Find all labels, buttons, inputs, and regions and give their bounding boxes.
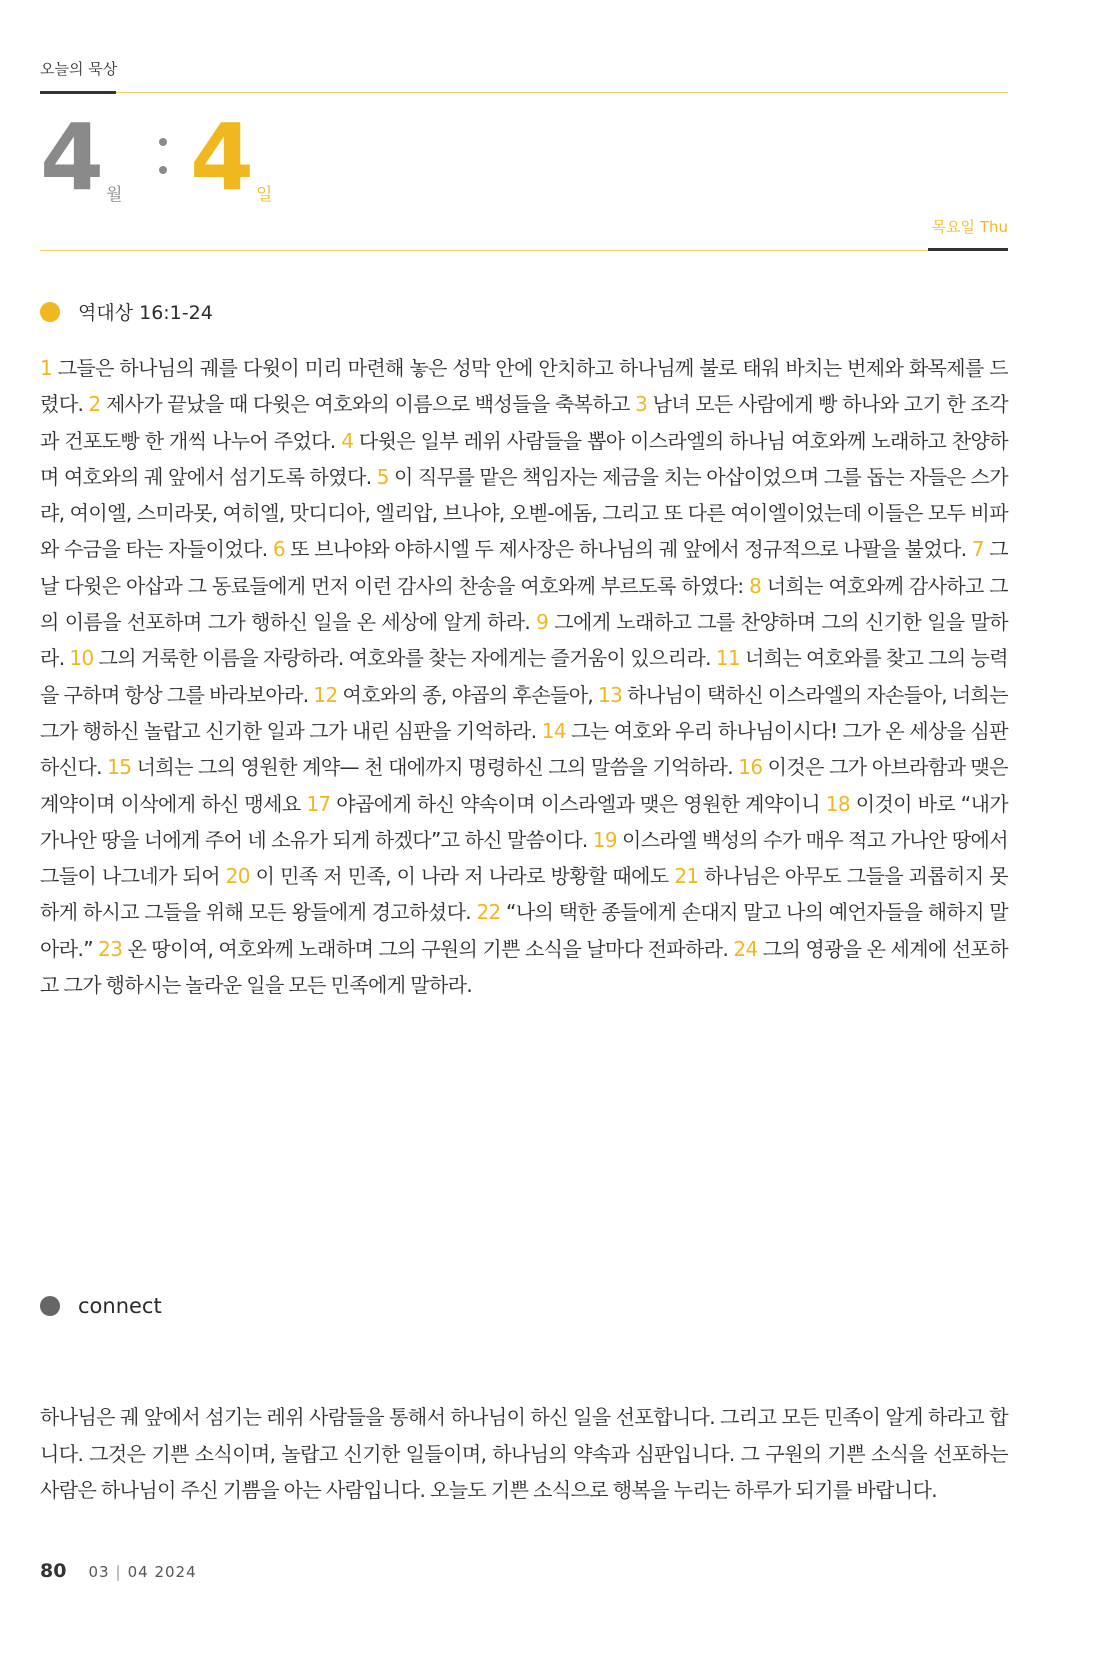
verse-text: 그의 영광을 온 세계에 선포하고 그가 행하시는 놀라운 일을 모든 민족에게 말하라.	[40, 936, 1008, 998]
verse-number: 20	[225, 864, 250, 889]
verse-text: 하나님이 택하신 이스라엘의 자손들아, 너희는 그가 행하신 놀랍고 신기한 일과 그가 내린 심판을 기억하라.	[40, 682, 1008, 743]
reading-title: 역대상 16:1-24	[78, 302, 213, 324]
month-number: 4	[40, 104, 105, 211]
connect-text: 하나님은 궤 앞에서 섬기는 레위 사람들을 통해서 하나님이 하신 일을 선포합니다. 그리고 모든 민족이 알게 하라고 합니다. 그것은 기쁜 소식이며, 놀랍고 신기한 일들이며, 하나님의 약속과 심판입니다. 그 구원의 기쁜 소식을 선포하는 사람은 하나님이 주신 기쁨을 아는 사람입니다. 오늘도 기쁜 소식으로 행복을 누리는 하루가 되기를 바랍니다.	[40, 1405, 1008, 1502]
verse-number: 11	[715, 646, 741, 671]
section-label: 오늘의 묵상	[40, 60, 118, 78]
colon-dot-top	[159, 138, 167, 146]
day-number: 4	[190, 104, 255, 211]
day-unit: 일	[256, 185, 273, 205]
verse-text: 너희는 여호와께 감사하고 그의 이름을 선포하며 그가 행하신 일을 온 세상에 알게 하라.	[40, 573, 1008, 635]
reading-heading	[40, 298, 213, 325]
verse-text: 하나님은 아무도 그들을 괴롭히지 못하게 하시고 그들을 위해 모든 왕들에게 경고하셨다.	[40, 864, 1008, 925]
verse-text: 그의 거룩한 이름을 자랑하라. 여호와를 찾는 자에게는 즐거움이 있으리라.	[93, 646, 716, 671]
verse-text: 다윗은 일부 레위 사람들을 뽑아 이스라엘의 하나님 여호와께 노래하고 찬양하며 여호와의 궤 앞에서 섬기도록 하였다.	[40, 428, 1008, 489]
verse-number: 12	[313, 682, 338, 707]
verse-number: 22	[476, 900, 501, 925]
verse-number: 5	[376, 464, 389, 489]
verse-text: 남녀 모든 사람에게 빵 하나와 고기 한 조각과 건포도빵 한 개씩 나누어 주었다.	[40, 392, 1008, 453]
verse-number: 15	[107, 755, 132, 780]
connect-title: connect	[78, 1294, 162, 1318]
date-rule-light	[40, 250, 928, 251]
verse-text: 이것이 바로 “내가 가나안 땅을 너에게 주어 네 소유가 되게 하겠다”고 하신 말씀이다.	[40, 791, 1009, 852]
header-rule-light	[116, 92, 1008, 93]
verse-number: 23	[98, 936, 123, 961]
verse-text: 야곱에게 하신 약속이며 이스라엘과 맺은 영원한 계약이니	[330, 791, 826, 816]
verse-text: 제사가 끝났을 때 다윗은 여호와의 이름으로 백성들을 축복하고	[100, 392, 636, 417]
verse-number: 4	[341, 428, 354, 453]
verse-text: 너희는 그의 영원한 계약— 천 대에까지 명령하신 그의 말씀을 기억하라.	[131, 755, 739, 780]
verse-text: 그는 여호와 우리 하나님이시다! 그가 온 세상을 심판하신다.	[40, 718, 1008, 780]
verse-number: 2	[88, 392, 101, 417]
verse-number: 18	[825, 791, 850, 816]
weekday-label: 목요일 Thu	[931, 218, 1008, 236]
date-block	[40, 104, 440, 211]
bullet-dot	[40, 302, 60, 322]
connect-heading	[40, 1294, 162, 1318]
verse-text: 여호와의 종, 야곱의 후손들아,	[337, 682, 599, 707]
verse-number: 8	[749, 573, 762, 598]
verse-number: 10	[69, 646, 94, 671]
footer	[40, 1560, 197, 1582]
verse-text: “나의 택한 종들에게 손대지 말고 나의 예언자들을 해하지 말아라.”	[40, 900, 1009, 961]
issue-date	[88, 1563, 196, 1581]
scripture-passage	[40, 350, 1008, 1003]
verse-text: 그들은 하나님의 궤를 다윗이 미리 마련해 놓은 성막 안에 안치하고 하나님께 불로 태워 바치는 번제와 화목제를 드렸다.	[40, 356, 1008, 417]
verse-number: 6	[272, 537, 285, 562]
verse-number: 24	[733, 936, 758, 961]
verse-text: 그 날 다윗은 아삽과 그 동료들에게 먼저 이런 감사의 찬송을 여호와께 부르도록 하였다:	[40, 537, 1008, 598]
verse-number: 7	[971, 537, 984, 562]
verse-number: 16	[738, 755, 763, 780]
bullet-dot	[40, 1296, 60, 1316]
verse-text: 또 브나야와 야하시엘 두 제사장은 하나님의 궤 앞에서 정규적으로 나팔을 불었다.	[284, 537, 972, 562]
verse-text: 너희는 여호와를 찾고 그의 능력을 구하며 항상 그를 바라보아라.	[40, 646, 1008, 707]
verse-number: 3	[635, 392, 648, 417]
issue-rest: 04 2024	[127, 1563, 197, 1581]
issue-month: 03	[88, 1563, 110, 1581]
verse-number: 14	[541, 718, 566, 743]
page-number: 80	[40, 1560, 67, 1582]
verse-text: 온 땅이여, 여호와께 노래하며 그의 구원의 기쁜 소식을 날마다 전파하라.	[122, 936, 734, 961]
month-unit: 월	[106, 185, 123, 205]
verse-number: 19	[592, 827, 617, 852]
verse-text: 이스라엘 백성의 수가 매우 적고 가나안 땅에서 그들이 나그네가 되어	[40, 827, 1008, 889]
verse-text: 이것은 그가 아브라함과 맺은 계약이며 이삭에게 하신 맹세요	[40, 755, 1008, 816]
verse-text: 이 민족 저 민족, 이 나라 저 나라로 방황할 때에도	[249, 864, 675, 889]
date-rule-dark	[928, 248, 1008, 251]
verse-number: 17	[306, 791, 331, 816]
verse-text: 이 직무를 맡은 책임자는 제금을 치는 아삽이었으며 그를 돕는 자들은 스가랴, 여이엘, 스미라못, 여히엘, 맛디디아, 엘리압, 브나야, 오벧-에돔, 그리고 또 다른 여이엘이었는데 이들은 모두 비파와 수금을 타는 자들이었다.	[40, 464, 1008, 562]
header-rule-dark	[40, 91, 116, 94]
verse-number: 13	[598, 682, 623, 707]
verse-number: 21	[674, 864, 699, 889]
issue-separator: |	[115, 1563, 122, 1581]
verse-number: 1	[40, 356, 53, 380]
verse-number: 9	[536, 610, 549, 635]
verse-text: 그에게 노래하고 그를 찬양하며 그의 신기한 일을 말하라.	[40, 610, 1008, 671]
colon-dot-bottom	[159, 166, 167, 174]
